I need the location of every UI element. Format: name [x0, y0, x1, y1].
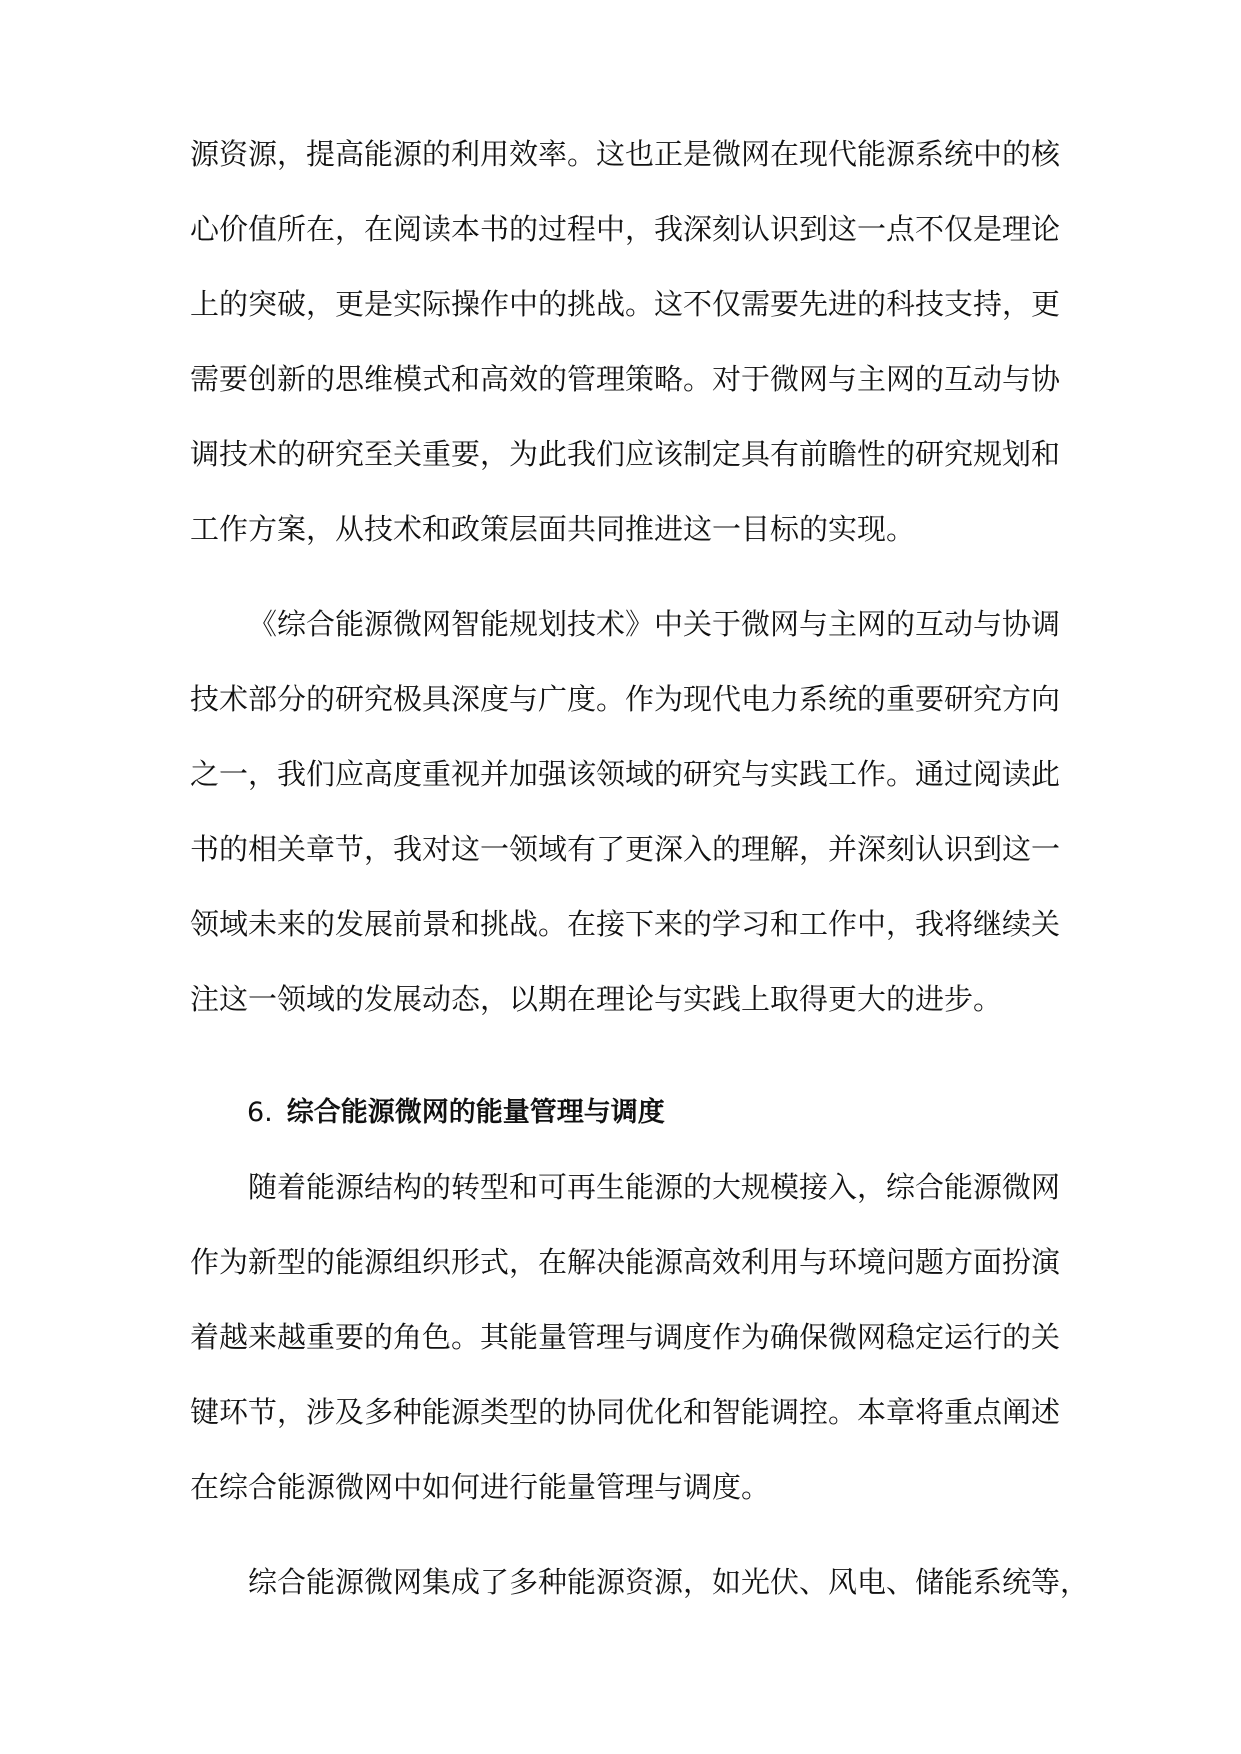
paragraph-line: 调技术的研究至关重要，为此我们应该制定具有前瞻性的研究规划和 [190, 437, 1061, 471]
paragraph-line: 键环节，涉及多种能源类型的协同优化和智能调控。本章将重点阐述 [190, 1395, 1061, 1429]
section-number: 6. [247, 1097, 273, 1128]
paragraph-line: 上的突破，更是实际操作中的挑战。这不仅需要先进的科技支持，更 [190, 287, 1061, 321]
paragraph-line: 工作方案，从技术和政策层面共同推进这一目标的实现。 [190, 512, 916, 546]
paragraph-line: 需要创新的思维模式和高效的管理策略。对于微网与主网的互动与协 [190, 362, 1061, 396]
paragraph-line: 随着能源结构的转型和可再生能源的大规模接入，综合能源微网 [248, 1170, 1061, 1204]
paragraph-line: 书的相关章节，我对这一领域有了更深入的理解，并深刻认识到这一 [190, 832, 1061, 866]
paragraph-line: 心价值所在，在阅读本书的过程中，我深刻认识到这一点不仅是理论 [190, 212, 1061, 246]
paragraph-line: 《综合能源微网智能规划技术》中关于微网与主网的互动与协调 [248, 607, 1061, 641]
section-heading [247, 1083, 665, 1143]
paragraph-2 [190, 587, 1061, 1037]
paragraph-line: 领域未来的发展前景和挑战。在接下来的学习和工作中，我将继续关 [190, 907, 1061, 941]
paragraph-4 [190, 1545, 1090, 1620]
paragraph-line: 综合能源微网集成了多种能源资源，如光伏、风电、储能系统等， [248, 1565, 1090, 1599]
section-title: 综合能源微网的能量管理与调度 [286, 1097, 665, 1128]
paragraph-line: 着越来越重要的角色。其能量管理与调度作为确保微网稳定运行的关 [190, 1320, 1061, 1354]
paragraph-line: 源资源，提高能源的利用效率。这也正是微网在现代能源系统中的核 [190, 137, 1061, 171]
paragraph-1 [190, 117, 1061, 567]
paragraph-line: 在综合能源微网中如何进行能量管理与调度。 [190, 1470, 771, 1504]
paragraph-line: 注这一领域的发展动态，以期在理论与实践上取得更大的进步。 [190, 982, 1003, 1016]
paragraph-line: 之一，我们应高度重视并加强该领域的研究与实践工作。通过阅读此 [190, 757, 1061, 791]
paragraph-line: 技术部分的研究极具深度与广度。作为现代电力系统的重要研究方向 [190, 682, 1061, 716]
paragraph-3 [190, 1150, 1061, 1525]
paragraph-line: 作为新型的能源组织形式，在解决能源高效利用与环境问题方面扮演 [190, 1245, 1061, 1279]
